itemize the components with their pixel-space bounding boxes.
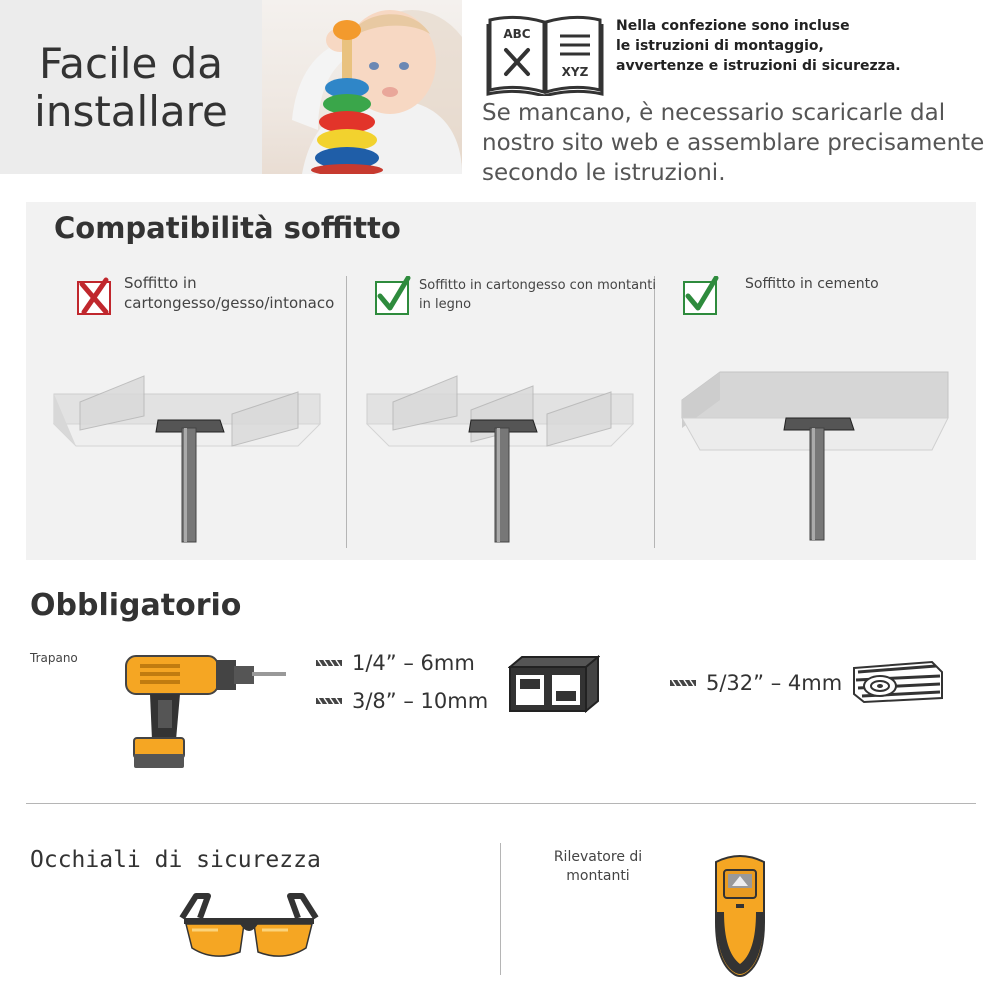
package-note-line: le istruzioni di montaggio, (616, 38, 824, 54)
drill-bit-size: 3/8” – 10mm (352, 689, 489, 713)
drill-icon (120, 648, 290, 774)
cross-icon (76, 276, 114, 316)
drywall-studs-ceiling-illustration (365, 372, 635, 544)
book-text-xyz: XYZ (561, 65, 589, 79)
ceiling-option-line: Soffitto in cemento (745, 276, 879, 292)
package-note-line: Nella confezione sono incluse (616, 18, 850, 34)
drill-bit-size: 1/4” – 6mm (352, 651, 475, 675)
hero-title-line-1: Facile da (38, 39, 224, 88)
hero-title (0, 40, 262, 136)
ceiling-option-line: cartongesso/gesso/intonaco (124, 294, 335, 312)
drill-bit-icon (316, 697, 342, 705)
ceiling-option-drywall-studs-label (419, 276, 656, 314)
package-note-line: avvertenze e istruzioni di sicurezza. (616, 58, 901, 74)
hero-title-line-2: installare (34, 87, 228, 136)
ceiling-compatibility-title: Compatibilità soffitto (54, 211, 401, 245)
check-icon (682, 276, 720, 316)
ceiling-option-line: Soffitto in cartongesso con montanti (419, 278, 657, 293)
download-note-line: secondo le istruzioni. (482, 160, 726, 186)
check-icon (374, 276, 412, 316)
ceiling-option-line: Soffitto in (124, 274, 197, 292)
stud-finder-label (548, 848, 648, 886)
download-instructions-note (482, 98, 992, 188)
package-contents-note (616, 16, 996, 76)
concrete-ceiling-illustration (680, 370, 950, 544)
wood-log-icon (852, 660, 944, 704)
drill-bit-spec (316, 689, 488, 713)
drywall-ceiling-illustration (52, 372, 322, 544)
required-tools-title: Obbligatorio (30, 588, 242, 623)
column-divider (346, 276, 347, 548)
stud-finder-label-line: Rilevatore di (553, 849, 643, 865)
safety-glasses-label: Occhiali di sicurezza (30, 847, 321, 873)
drill-bit-size: 5/32” – 4mm (706, 671, 843, 695)
ceiling-option-line: in legno (419, 297, 472, 312)
safety-glasses-icon (178, 888, 320, 964)
drill-bit-spec (670, 671, 842, 695)
instruction-book-icon (486, 14, 604, 96)
drill-bit-spec (316, 651, 475, 675)
section-divider (26, 803, 976, 804)
download-note-line: nostro sito web e assemblare precisamente (482, 130, 985, 156)
drill-label: Trapano (30, 651, 78, 665)
ceiling-option-concrete-label (745, 275, 879, 294)
book-text-abc: ABC (503, 27, 531, 41)
drill-bit-icon (316, 659, 342, 667)
column-divider (654, 276, 655, 548)
column-divider (500, 843, 501, 975)
baby-stacking-rings-photo (262, 0, 462, 174)
download-note-line: Se mancano, è necessario scaricarle dal (482, 100, 946, 126)
ceiling-option-drywall-label (124, 273, 334, 313)
stud-finder-icon (712, 852, 768, 978)
stud-finder-label-line: montanti (566, 868, 630, 884)
brick-icon (508, 655, 600, 713)
drill-bit-icon (670, 679, 696, 687)
